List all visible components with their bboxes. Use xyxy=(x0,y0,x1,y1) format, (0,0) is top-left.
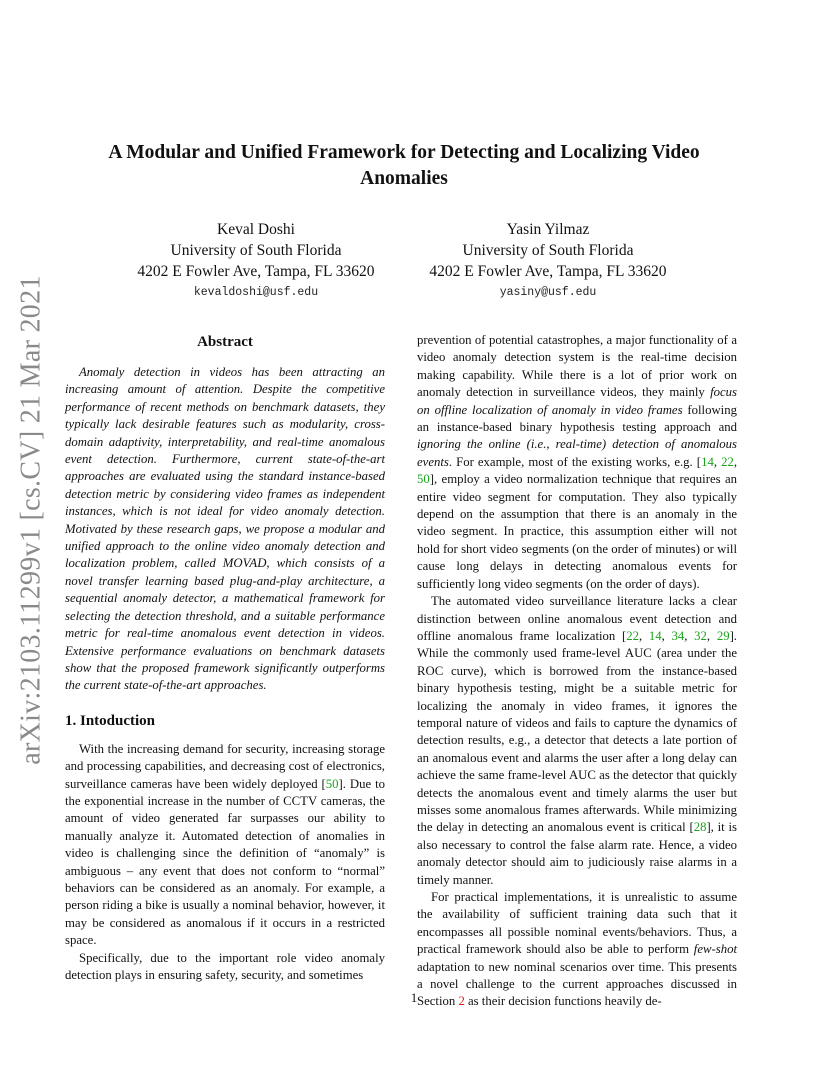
citation-link[interactable]: 14 xyxy=(701,454,714,469)
author-affiliation: University of South Florida xyxy=(170,242,342,259)
citation-link[interactable]: 34 xyxy=(671,628,685,643)
abstract-text: Anomaly detection in videos has been attracting an increasing amount of attention. Despite the competitive performance of recent methods on benchmark datasets, they typically lack desirable features such as modularity, cross-domain adaptivity, interpretability, and real-time anomalous event detection. Furthermore, current state-of-the-art approaches are evaluated using the standard instance-based detection metric by considering video frames as independent instances, which is not ideal for video anomaly detection. Motivated by these research gaps, we propose a modular and unified approach to the online video anomaly detection and localization problem, called MOVAD, which consists of a novel transfer learning based plug-and-play architecture, a sequential anomaly detector, a mathematical framework for selecting the detection threshold, and a suitable performance metric for real-time anomalous event detection in videos. Extensive performance evaluations on benchmark datasets show that the proposed framework significantly outperforms the current state-of-the-art approaches. xyxy=(65,365,385,693)
author-block-2 xyxy=(398,219,698,303)
citation-link[interactable]: 14 xyxy=(648,628,662,643)
arxiv-stamp xyxy=(10,275,54,765)
citation-link[interactable]: 50 xyxy=(417,472,430,487)
citation-link[interactable]: 22 xyxy=(721,454,734,469)
right-column xyxy=(417,332,737,1011)
paper-title: A Modular and Unified Framework for Detecting and Localizing Video Anomalies xyxy=(108,142,700,189)
body-paragraph-3: For practical implementations, it is unrealistic to assume the availability of sufficient training data such that it encompasses all possible nominal events/behaviors. Thus, a practical framework should also be able to perform few-shot adaptation to new nominal scenarios over time. This presents a novel challenge to the current approaches discussed in Section 2 as their decision functions heavily de- xyxy=(417,890,737,1009)
left-column xyxy=(65,332,385,984)
citation-link[interactable]: 22 xyxy=(626,628,639,643)
citation-link[interactable]: 50 xyxy=(325,776,339,791)
section-ref-link[interactable]: 2 xyxy=(458,994,465,1009)
arxiv-id: arXiv:2103.11299v1 [cs.CV] 21 Mar 2021 xyxy=(16,275,48,765)
author-name: Yasin Yilmaz xyxy=(506,221,590,238)
body-paragraph-2: The automated video surveillance literature lacks a clear distinction between online anomalous event detection and offline anomalous frame localization [22, 14, 34, 32, 29]. While the commonly used frame-level AUC (area under the ROC curve), which is borrowed from the instance-based binary hypothesis testing, might be a suitable metric for localizing the anomaly in video frames, it ignores the temporal nature of videos and fails to capture the dynamics of detection results, e.g., a detector that detects a late portion of an anomalous event and alarms the user after a long delay can achieve the same frame-level AUC as the detector that quickly detects the anomalous event and timely alarms the user but misses some anomalous frames afterwards. While minimizing the delay in detecting an anomalous event is critical [28], it is also necessary to control the false alarm rate. Hence, a video anomaly detector should aim to judiciously raise alarms in a timely manner. xyxy=(417,594,737,887)
page-number: 1 xyxy=(410,990,418,1005)
author-affiliation: University of South Florida xyxy=(462,242,634,259)
citation-link[interactable]: 32 xyxy=(694,628,707,643)
author-block-1 xyxy=(106,219,406,303)
intro-paragraph-1: With the increasing demand for security, increasing storage and processing capabilities, and decreasing cost of electronics, surveillance cameras have been widely deployed [50]. Due to the exponential increase in the number of CCTV cameras, the amount of video generated far surpasses our ability to manually analyze it. Automated detection of anomalies in video is challenging since the definition of “anomaly” is ambiguous – any event that does not conform to “normal” behaviors can be considered as an anomaly. For example, a person riding a bike is usually a nominal behavior, however, it may be considered as anomalous if it occurs in a restricted space. xyxy=(65,741,385,948)
intro-paragraph-2: Specifically, due to the important role video anomaly detection plays in ensuring safety, security, and sometimes xyxy=(65,950,385,982)
author-email[interactable]: kevaldoshi@usf.edu xyxy=(193,286,319,299)
author-address: 4202 E Fowler Ave, Tampa, FL 33620 xyxy=(137,263,375,280)
author-address: 4202 E Fowler Ave, Tampa, FL 33620 xyxy=(429,263,667,280)
author-email[interactable]: yasiny@usf.edu xyxy=(499,286,597,299)
introduction-heading: 1. Intoduction xyxy=(65,712,156,729)
author-name: Keval Doshi xyxy=(217,221,295,238)
citation-link[interactable]: 28 xyxy=(693,820,707,835)
abstract-heading: Abstract xyxy=(197,334,253,350)
body-paragraph-1: prevention of potential catastrophes, a major functionality of a video anomaly detection system is the real-time decision making capability. While there is a lot of prior work on anomaly detection in surveillance videos, they mainly focus on offline localization of anomaly in video frames following an instance-based binary hypothesis testing approach and ignoring the online (i.e., real-time) detection of anomalous events. For example, most of the existing works, e.g. [14, 22, 50], employ a video normalization technique that requires an entire video segment for computation. They also typically depend on the assumption that there is an anomaly in the video segment. In practice, this assumption either will not hold for short video segments (on the order of minutes) or will cause long delays in detecting anomalous events for sufficiently long video segments (on the order of days). xyxy=(417,333,737,591)
citation-link[interactable]: 29 xyxy=(716,628,730,643)
